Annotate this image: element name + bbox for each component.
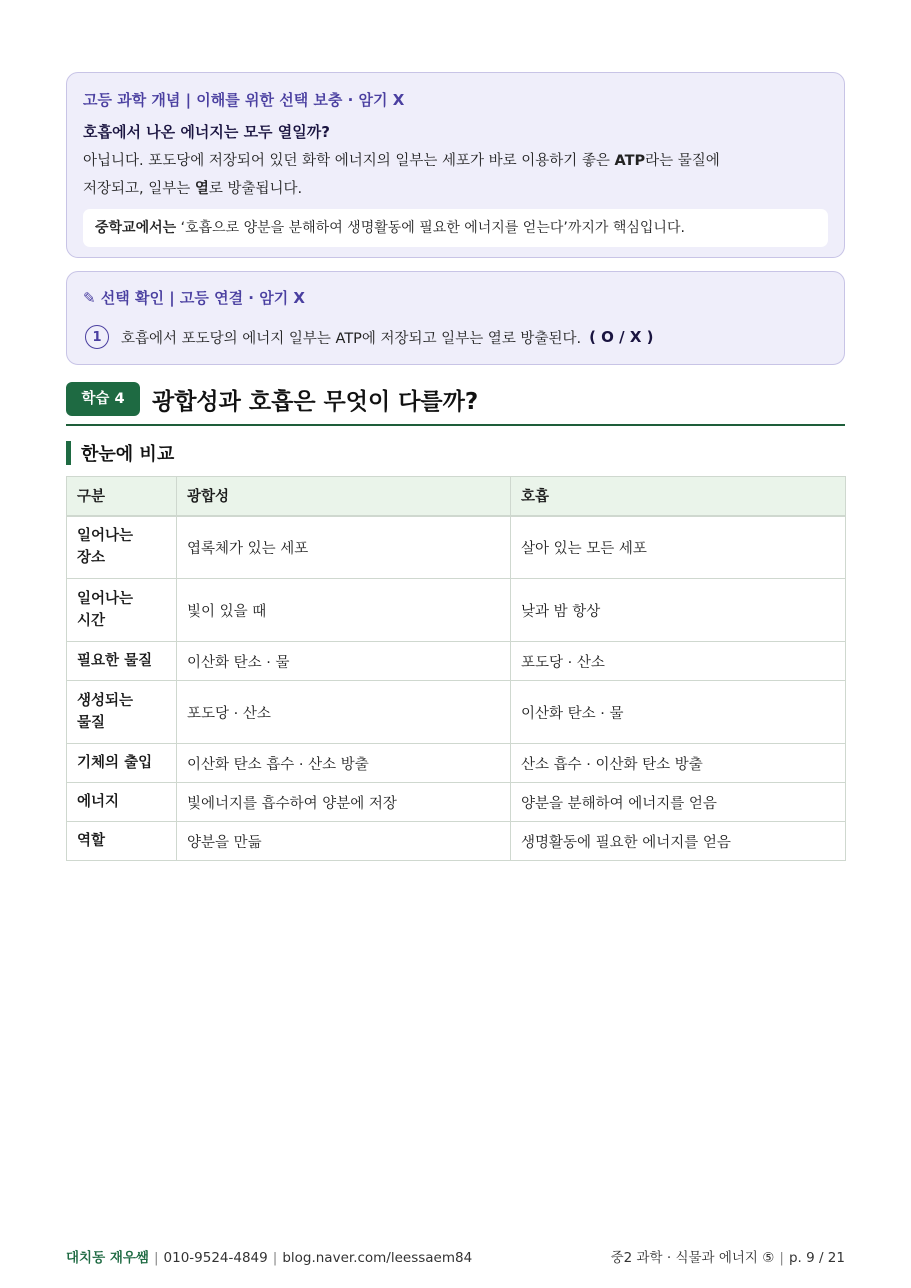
- footer-page-info: 중2 과학 · 식물과 에너지 ⑤ | p. 9 / 21: [610, 1250, 845, 1266]
- photosynthesis-cell: 양분을 만듦: [177, 822, 511, 861]
- section-heading: [66, 382, 845, 426]
- row-label: 기체의 출입: [67, 744, 177, 783]
- row-label: 에너지: [67, 783, 177, 822]
- row-label: 역할: [67, 822, 177, 861]
- respiration-cell: 생명활동에 필요한 에너지를 얻음: [511, 822, 846, 861]
- item-statement: 호흡에서 포도당의 에너지 일부는 ATP에 저장되고 일부는 열로 방출된다.: [121, 330, 582, 347]
- photosynthesis-cell: 포도당 · 산소: [177, 681, 511, 744]
- box-header: 고등 과학 개념 | 이해를 위한 선택 보충 · 암기 X: [83, 91, 405, 109]
- respiration-cell: 포도당 · 산소: [511, 642, 846, 681]
- photosynthesis-cell: 엽록체가 있는 세포: [177, 516, 511, 579]
- table-row: [67, 516, 846, 579]
- table-row: [67, 642, 846, 681]
- row-label: [67, 579, 177, 642]
- explanation-part: 아닙니다. 포도당에 저장되어 있던 화학 에너지의 일부는 세포가 바로 이용하기 좋은: [83, 153, 615, 169]
- respiration-cell: 이산화 탄소 · 물: [511, 681, 846, 744]
- table-row: [67, 579, 846, 642]
- note-text: ‘호흡으로 양분을 분해하여 생명활동에 필요한 에너지를 얻는다’까지가 핵심입니다.: [176, 220, 685, 236]
- row-label: [67, 681, 177, 744]
- author-blog: blog.naver.com/leessaem84: [282, 1250, 473, 1266]
- heat-term: 열: [194, 181, 209, 197]
- header-category: 구분: [67, 477, 177, 516]
- row-label: 필요한 물질: [67, 642, 177, 681]
- footer-author: 대치동 재우쌤 | 010-9524-4849 | blog.naver.com/leessaem84: [66, 1250, 473, 1266]
- comparison-table: [66, 476, 846, 861]
- respiration-cell: 살아 있는 모든 세포: [511, 516, 846, 579]
- explanation-text: [83, 147, 828, 203]
- author-phone: 010-9524-4849: [163, 1250, 268, 1266]
- section-badge: 학습 4: [66, 382, 140, 416]
- explanation-part: 로 방출됩니다.: [208, 181, 303, 197]
- subsection-title: 한눈에 비교: [81, 444, 175, 465]
- advanced-concept-box: [66, 72, 845, 258]
- course-title: 중2 과학 · 식물과 에너지 ⑤: [610, 1250, 775, 1266]
- photosynthesis-cell: 빛에너지를 흡수하여 양분에 저장: [177, 783, 511, 822]
- respiration-cell: 낮과 밤 항상: [511, 579, 846, 642]
- table-header-row: [67, 477, 846, 516]
- subsection-bar: [66, 441, 71, 465]
- subsection-heading: [66, 440, 174, 466]
- explanation-part: 라는 물질에: [645, 153, 720, 169]
- header-respiration: 호흡: [511, 477, 846, 516]
- photosynthesis-cell: 이산화 탄소 · 물: [177, 642, 511, 681]
- item-number-badge: 1: [85, 325, 109, 349]
- table-row: [67, 783, 846, 822]
- respiration-cell: 양분을 분해하여 에너지를 얻음: [511, 783, 846, 822]
- row-label-line: 장소: [77, 550, 106, 567]
- box-header: ✎ 선택 확인 | 고등 연결 · 암기 X: [83, 289, 305, 307]
- row-label-line: 생성되는: [77, 693, 134, 709]
- page-number: p. 9 / 21: [788, 1250, 845, 1266]
- question-title: 호흡에서 나온 에너지는 모두 열일까?: [83, 123, 330, 141]
- table-row: [67, 822, 846, 861]
- check-item: [85, 324, 653, 350]
- row-label-line: 일어나는: [77, 528, 134, 545]
- row-label: [67, 516, 177, 579]
- check-question-box: [66, 271, 845, 365]
- row-label-line: 시간: [77, 613, 106, 629]
- ox-answer-choice: ( O / X ): [589, 328, 654, 346]
- photosynthesis-cell: 빛이 있을 때: [177, 579, 511, 642]
- photosynthesis-cell: 이산화 탄소 흡수 · 산소 방출: [177, 744, 511, 783]
- key-point-note: [83, 209, 828, 247]
- note-label: 중학교에서는: [95, 220, 177, 236]
- header-photosynthesis: 광합성: [177, 477, 511, 516]
- atp-term: ATP: [614, 153, 646, 169]
- explanation-part: 저장되고, 일부는: [83, 181, 195, 197]
- section-title: 광합성과 호흡은 무엇이 다를까?: [152, 389, 479, 415]
- row-label-line: 일어나는: [77, 591, 134, 607]
- row-label-line: 물질: [77, 715, 106, 731]
- author-brand: 대치동 재우쌤: [66, 1250, 149, 1266]
- table-row: [67, 744, 846, 783]
- table-row: [67, 681, 846, 744]
- respiration-cell: 산소 흡수 · 이산화 탄소 방출: [511, 744, 846, 783]
